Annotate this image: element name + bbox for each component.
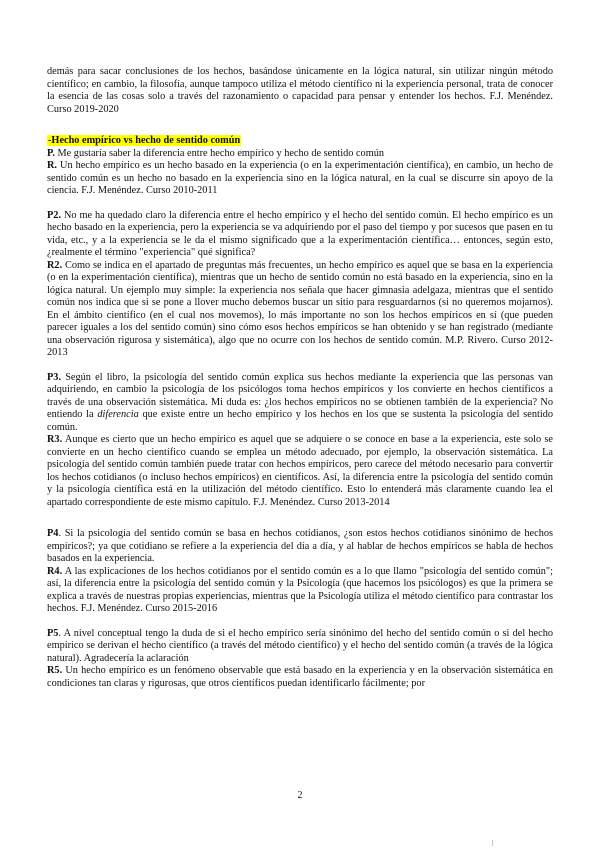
question-label: P2. (47, 209, 62, 221)
question-label: P5 (47, 627, 59, 639)
question-label: P3. (47, 371, 62, 383)
answer-5 (47, 665, 553, 690)
question-text: Según el libro, la psicología del sentido común explica sus hechos mediante la experiencia que las personas van adquiriendo, en cambio la psicología de los psicólogos toma hechos empíricos y los convierte en hechos científicos a través de una observación sistemática. Mi duda es: ¿los hechos empíricos no se obtienen también de la experiencia? No entiendo la (47, 371, 553, 420)
question-label: P. (47, 147, 55, 159)
question-5 (47, 628, 553, 666)
answer-label: R4. (47, 565, 63, 577)
question-label: P4 (47, 528, 59, 539)
answer-label: R3. (47, 434, 63, 445)
question-4 (47, 528, 553, 566)
question-2 (47, 210, 553, 260)
answer-text: Aunque es cierto que un hecho empírico es aquel que se adquiere o se conoce en base a la experiencia, este solo se convierte en un hecho científico cuando se emplea un método adecuado, por ejemplo, la observación sistemática. La psicología del sentido común también puede tratar con hechos empíricos, pero carece del método necesario para convertir los hechos cotidianos (o incluso hechos empíricos) en científicos. Así, la diferencia entre la psicología del sentido común y la psicología científica está en la utilización del método científico. Esto lo entenderá más claramente cuando lea el apartado correspondiente de este mismo capítulo. F.J. Menéndez. Curso 2013-2014 (47, 434, 553, 508)
answer-text: Un hecho empírico es un hecho basado en la experiencia (o en la experimentación científica), en cambio, un hecho de sentido común es un hecho no basado en la experiencia sino en la lógica natural, en la cual se discurre sin apoyo de la ciencia. F.J. Menéndez. Curso 2010-2011 (47, 160, 553, 196)
question-3 (47, 372, 553, 435)
question-emphasis: diferencia (97, 409, 139, 420)
answer-label: R. (47, 160, 58, 171)
question-text: Me gustaría saber la diferencia entre hecho empírico y hecho de sentido común (54, 147, 385, 159)
answer-label: R5. (47, 665, 63, 676)
answer-text: A las explicaciones de los hechos cotidianos por el sentido común es a lo que llamo "psicología del sentido común"; así, la diferencia entre la psicología del sentido común y la Psicología (que hacemos los psicólogos) es que la primera se explica a través de nuestras propias experiencias, mientras que la Psicología utiliza el método científico para contrastar los hechos. F.J. Menéndez. Curso 2015-2016 (47, 565, 553, 614)
question-1 (47, 148, 553, 161)
question-text: . A nivel conceptual tengo la duda de si el hecho empírico sería sinónimo del hecho del sentido común o si del hecho empírico se derivan el hecho científico (a través del método científico) y el hecho del sentido común (a través de la lógica natural). Agradecería la aclaración (47, 627, 553, 664)
answer-4 (47, 566, 553, 616)
answer-3 (47, 434, 553, 509)
question-text-end: que existe entre un hecho empírico y los hechos en los que se sustenta la psicología del sentido común. (47, 409, 554, 433)
intro-paragraph: demás para sacar conclusiones de los hechos, basándose únicamente en la lógica natural, sin utilizar ningún método científico; en cambio, la filosofía, aunque tampoco utiliza el método científico ni la experiencia personal, trata de conocer la esencia de las cosas solo a través del razonamiento o capacidad para pensar y entender los hechos. F.J. Menéndez. Curso 2019-2020 (47, 66, 553, 115)
question-text: . Si la psicología del sentido común se basa en hechos cotidianos, ¿son estos hechos cotidianos sinónimo de hechos empíricos?; ya que cotidiano se refiere a la experiencia del día a día, y al hablar de hechos empíricos se habla de hechos basados en la experiencia. (47, 528, 553, 564)
answer-text: Como se indica en el apartado de preguntas más frecuentes, un hecho empírico es aquel que se basa en la experiencia (o en la experimentación científica), mientras que un hecho de sentido común no está basado en la experiencia, sino en la lógica natural. Un ejemplo muy simple: la experiencia nos señala que hacer gimnasia adelgaza, mientras que el sentido común nos indica que si se pone a llover mucho debemos buscar un sitio para resguardarnos (si no queremos mojarnos). En el ámbito científico (en el cual nos movemos), lo más importante no son los hechos empíricos en sí (que pueden parecer iguales a los del sentido común) sino cómo esos hechos empíricos se han obtenido y se han registrado (mediante una observación rigurosa y sistemática), algo que no ocurre con los hechos de sentido común. M.P. Rivero. Curso 2012-2013 (47, 259, 553, 358)
answer-label: R2. (47, 259, 63, 271)
section-title: -Hecho empírico vs hecho de sentido común (48, 135, 241, 146)
answer-1 (47, 160, 553, 198)
answer-text: Un hecho empírico es un fenómeno observable que está basado en la experiencia y en la observación sistemática en condiciones tan claras y rigurosas, que otros científicos puedan identificarlo fácilmente; por (47, 665, 553, 689)
section-heading (47, 135, 553, 148)
question-text: No me ha quedado claro la diferencia entre el hecho empírico y el hecho del sentido común. El hecho empírico es un hecho basado en la experiencia, pero la experiencia se va adquiriendo por el paso del tiempo y por sucesos que pasen en tu vida, etc., y a la experiencia se le da el mismo significado que a la experimentación científica… entonces, según esto, ¿realmente el término "experiencia" qué significa? (47, 209, 553, 258)
margin-mark (492, 840, 493, 846)
page-number: 2 (297, 790, 303, 801)
answer-2 (47, 260, 553, 360)
